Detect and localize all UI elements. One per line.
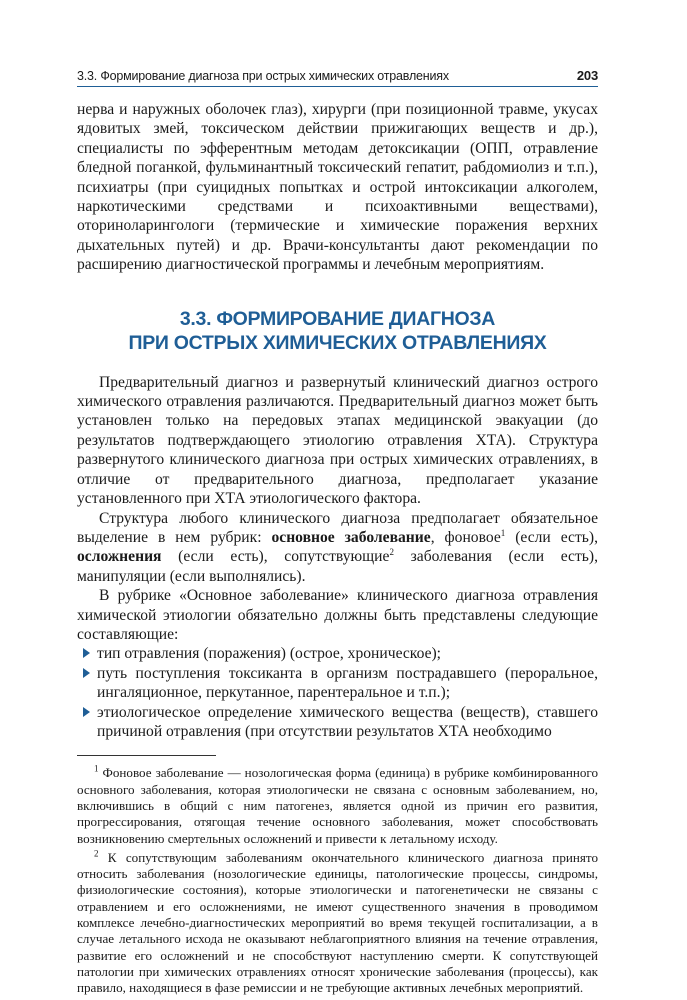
bullet-list	[77, 644, 598, 741]
text-run: заболевания (если есть), манипуляции (если выполнялись).	[77, 548, 598, 585]
paragraph-diagnosis-structure	[77, 509, 598, 587]
footnote-ref-1[interactable]: 1	[500, 527, 506, 538]
page-number: 203	[576, 68, 598, 83]
list-item	[77, 644, 598, 663]
paragraph-main-disease-rubric: В рубрике «Основное заболевание» клинического диагноза отравления химической этиологии обязательно должны быть представлены следующие составляющие:	[77, 587, 598, 643]
footnote-text: Фоновое заболевание — нозологическая форма (единица) в рубрике комбинированного основного заболевания, которая этиологически не связана с основным заболеванием, но, включившись в общий с ним патогенез, является одной из причин его развития, прогрессирования, отягощая течение основного заболевания, может способствовать возникновению смертельных осложнений и привести к летальному исходу.	[77, 765, 598, 846]
list-item	[77, 664, 598, 703]
list-item-text: путь поступления токсиканта в организм пострадавшего (пероральное, ингаляционное, перкутанное, парентеральное и т.п.);	[97, 664, 598, 702]
book-page	[77, 68, 598, 997]
footnote-ref-2[interactable]: 2	[389, 547, 394, 558]
triangle-bullet-icon	[83, 707, 90, 717]
footnote-1	[77, 765, 598, 846]
triangle-bullet-icon	[83, 668, 90, 678]
section-heading	[77, 307, 598, 355]
section-heading-line-1: 3.3. ФОРМИРОВАНИЕ ДИАГНОЗА	[179, 307, 496, 330]
footnote-mark: 2	[94, 848, 99, 859]
list-item-text: этиологическое определение химического вещества (веществ), ставшего причиной отравления (при отсутствии результатов ХТА необходимо	[97, 703, 598, 740]
text-run: , фоновое	[430, 528, 501, 546]
text-run: Структура любого клинического диагноза предполагает обязательное выделение в нем рубрик:	[77, 509, 598, 546]
text-run: (если есть), сопутствующие	[161, 548, 390, 566]
text-run: (если есть),	[505, 528, 598, 546]
running-header	[77, 68, 598, 87]
paragraph-continued: нерва и наружных оболочек глаз), хирурги (при позиционной травме, укусах ядовитых змей, токсическом действии прижигающих веществ и др.), специалисты по эфферентным методам детоксикации (ОПП, отравление бледной поганкой, фульминантный токсический гепатит, рабдомиолиз и т.п.), психиатры (при суицидных попытках и острой интоксикации алкоголем, наркотическими средствами и психоактивными веществами), оториноларингологи (термические и химические поражения верхних дыхательных путей) и др. Врачи-консультанты дают рекомендации по расширению диагностической программы и лечебным мероприятиям.	[77, 101, 598, 274]
list-item-text: тип отравления (поражения) (острое, хроническое);	[97, 645, 442, 663]
paragraph-diagnosis-types: Предварительный диагноз и развернутый клинический диагноз острого химического отравления различаются. Предварительный диагноз может быть установлен только на передовых этапах медицинской эвакуации (до результатов подтверждающего этиологию отравления ХТА). Структура развернутого клинического диагноза при острых химических отравлениях, в отличие от предварительного диагноза, предполагает указание установленного при ХТА этиологического фактора.	[77, 373, 598, 508]
triangle-bullet-icon	[83, 648, 90, 658]
footnote-separator	[77, 755, 216, 756]
footnote-2	[77, 850, 598, 997]
bold-term-complications: осложнения	[77, 548, 162, 566]
list-item	[77, 703, 598, 742]
running-title: 3.3. Формирование диагноза при острых химических отравлениях	[77, 69, 449, 83]
section-heading-line-2: ПРИ ОСТРЫХ ХИМИЧЕСКИХ ОТРАВЛЕНИЯХ	[128, 331, 547, 354]
bold-term-main-disease: основное заболевание	[271, 528, 431, 546]
footnote-text: К сопутствующим заболеваниям окончательного клинического диагноза принято относить заболевания (нозологические единицы, патологические процессы, синдромы, физиологические состояния), которые этиологически и патогенетически не связаны с отравлением и его осложнениями, не имеют существенного значения в проводимом комплексе лечебно-диагностических мероприятий во время текущей госпитализации, а в случае летального исхода не оказывают неблагоприятного влияния на течение отравления, развитие его осложнений и не способствуют наступлению смерти. К сопутствующей патологии при химических отравлениях относят хронические заболевания (процессы), как правило, находящиеся в фазе ремиссии и не требующие активных лечебных мероприятий.	[77, 849, 598, 996]
footnote-mark: 1	[94, 764, 99, 775]
